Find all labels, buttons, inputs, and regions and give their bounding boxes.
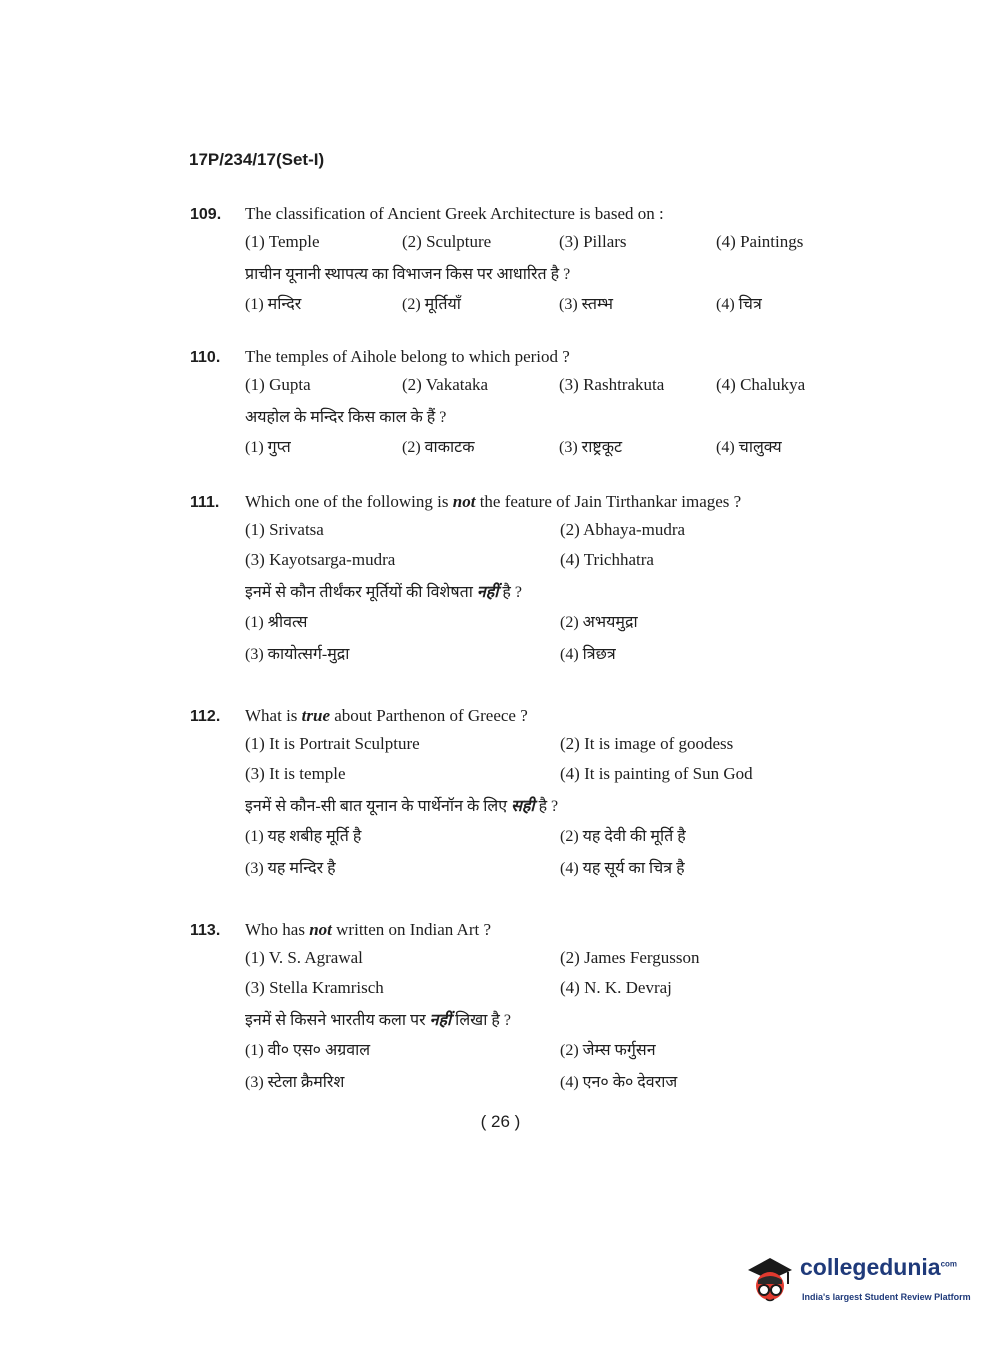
option-hi: (1) श्रीवत्स xyxy=(245,614,308,631)
question-text-hi: इनमें से कौन तीर्थंकर मूर्तियों की विशेषता नहीं है ? xyxy=(245,584,523,601)
option-en: (2) It is image of goodess xyxy=(560,734,734,753)
option-hi: (2) वाकाटक xyxy=(402,439,475,456)
emphasis: नहीं xyxy=(429,1012,452,1029)
option-en: (3) Kayotsarga-mudra xyxy=(245,550,396,569)
option-hi: (3) स्तम्भ xyxy=(559,296,614,313)
option-en: (3) Rashtrakuta xyxy=(559,375,665,394)
option-en: (3) Stella Kramrisch xyxy=(245,978,384,997)
brand-name: collegedunia$^{com}$ xyxy=(800,1254,958,1280)
option-en: (2) Abhaya-mudra xyxy=(560,520,686,539)
option-hi: (1) वी० एस० अग्रवाल xyxy=(245,1042,371,1059)
question-text-en: The classification of Ancient Greek Architecture is based on : xyxy=(245,204,664,223)
option-hi: (2) यह देवी की मूर्ति है xyxy=(560,828,686,845)
option-hi: (4) चालुक्य xyxy=(716,439,782,456)
emphasis: not xyxy=(309,920,332,939)
emphasis: not xyxy=(452,492,476,511)
collegedunia-logo[interactable] xyxy=(742,1250,972,1310)
option-hi: (3) राष्ट्रकूट xyxy=(559,439,623,456)
question-109 xyxy=(190,204,850,314)
option-en: (1) V. S. Agrawal xyxy=(245,948,363,967)
option-en: (1) Gupta xyxy=(245,375,311,394)
question-111 xyxy=(190,492,850,664)
question-number: 113. xyxy=(190,922,221,939)
option-en: (4) It is painting of Sun God xyxy=(560,764,753,783)
option-hi: (4) यह सूर्य का चित्र है xyxy=(560,860,685,877)
option-en: (1) It is Portrait Sculpture xyxy=(245,734,420,753)
emphasis: true xyxy=(301,706,330,725)
option-en: (4) Trichhatra xyxy=(560,550,654,569)
emphasis: सही xyxy=(511,798,535,815)
option-hi: (4) चित्र xyxy=(716,296,762,313)
question-text-hi: अयहोल के मन्दिर किस काल के हैं ? xyxy=(245,409,447,426)
option-hi: (3) यह मन्दिर है xyxy=(245,860,336,877)
question-number: 111. xyxy=(190,494,220,511)
option-en: (2) James Fergusson xyxy=(560,948,700,967)
question-number: 112. xyxy=(190,708,221,725)
page-number: ( 26 ) xyxy=(480,1112,521,1131)
option-en: (4) Paintings xyxy=(716,232,804,251)
question-text-en: Which one of the following is not the feature of Jain Tirthankar images ? xyxy=(245,492,742,511)
paper-code: 17P/234/17(Set-I) xyxy=(189,150,325,169)
option-hi: (4) त्रिछत्र xyxy=(560,646,616,663)
option-en: (4) N. K. Devraj xyxy=(560,978,672,997)
brand-tagline: India's largest Student Review Platform xyxy=(802,1292,971,1302)
question-number: 110. xyxy=(190,349,221,366)
option-hi: (2) मूर्तियाँ xyxy=(402,296,461,313)
question-110 xyxy=(190,347,850,457)
collegedunia-mascot-icon xyxy=(742,1252,798,1308)
question-text-en: The temples of Aihole belong to which period ? xyxy=(245,347,570,366)
option-en: (1) Temple xyxy=(245,232,320,251)
emphasis: नहीं xyxy=(476,584,499,601)
option-en: (3) Pillars xyxy=(559,232,627,251)
question-text-hi: प्राचीन यूनानी स्थापत्य का विभाजन किस पर आधारित है ? xyxy=(245,266,571,283)
option-en: (2) Sculpture xyxy=(402,232,492,251)
option-en: (4) Chalukya xyxy=(716,375,806,394)
question-text-hi: इनमें से कौन-सी बात यूनान के पार्थेनॉन के लिए सही है ? xyxy=(245,798,559,815)
question-112 xyxy=(190,706,850,878)
option-en: (2) Vakataka xyxy=(402,375,489,394)
option-hi: (1) यह शबीह मूर्ति है xyxy=(245,828,362,845)
question-113 xyxy=(190,920,850,1092)
option-en: (3) It is temple xyxy=(245,764,346,783)
option-hi: (2) जेम्स फर्गुसन xyxy=(560,1042,656,1059)
question-text-en: What is true about Parthenon of Greece ? xyxy=(245,706,528,725)
option-hi: (3) स्टेला क्रैमरिश xyxy=(245,1074,345,1091)
question-text-en: Who has not written on Indian Art ? xyxy=(245,920,492,939)
option-hi: (2) अभयमुद्रा xyxy=(560,614,638,631)
question-text-hi: इनमें से किसने भारतीय कला पर नहीं लिखा है ? xyxy=(245,1012,511,1029)
question-number: 109. xyxy=(190,206,222,223)
option-en: (1) Srivatsa xyxy=(245,520,324,539)
option-hi: (4) एन० के० देवराज xyxy=(560,1074,678,1091)
option-hi: (3) कायोत्सर्ग-मुद्रा xyxy=(245,646,350,663)
option-hi: (1) गुप्त xyxy=(245,439,291,456)
option-hi: (1) मन्दिर xyxy=(245,296,302,313)
